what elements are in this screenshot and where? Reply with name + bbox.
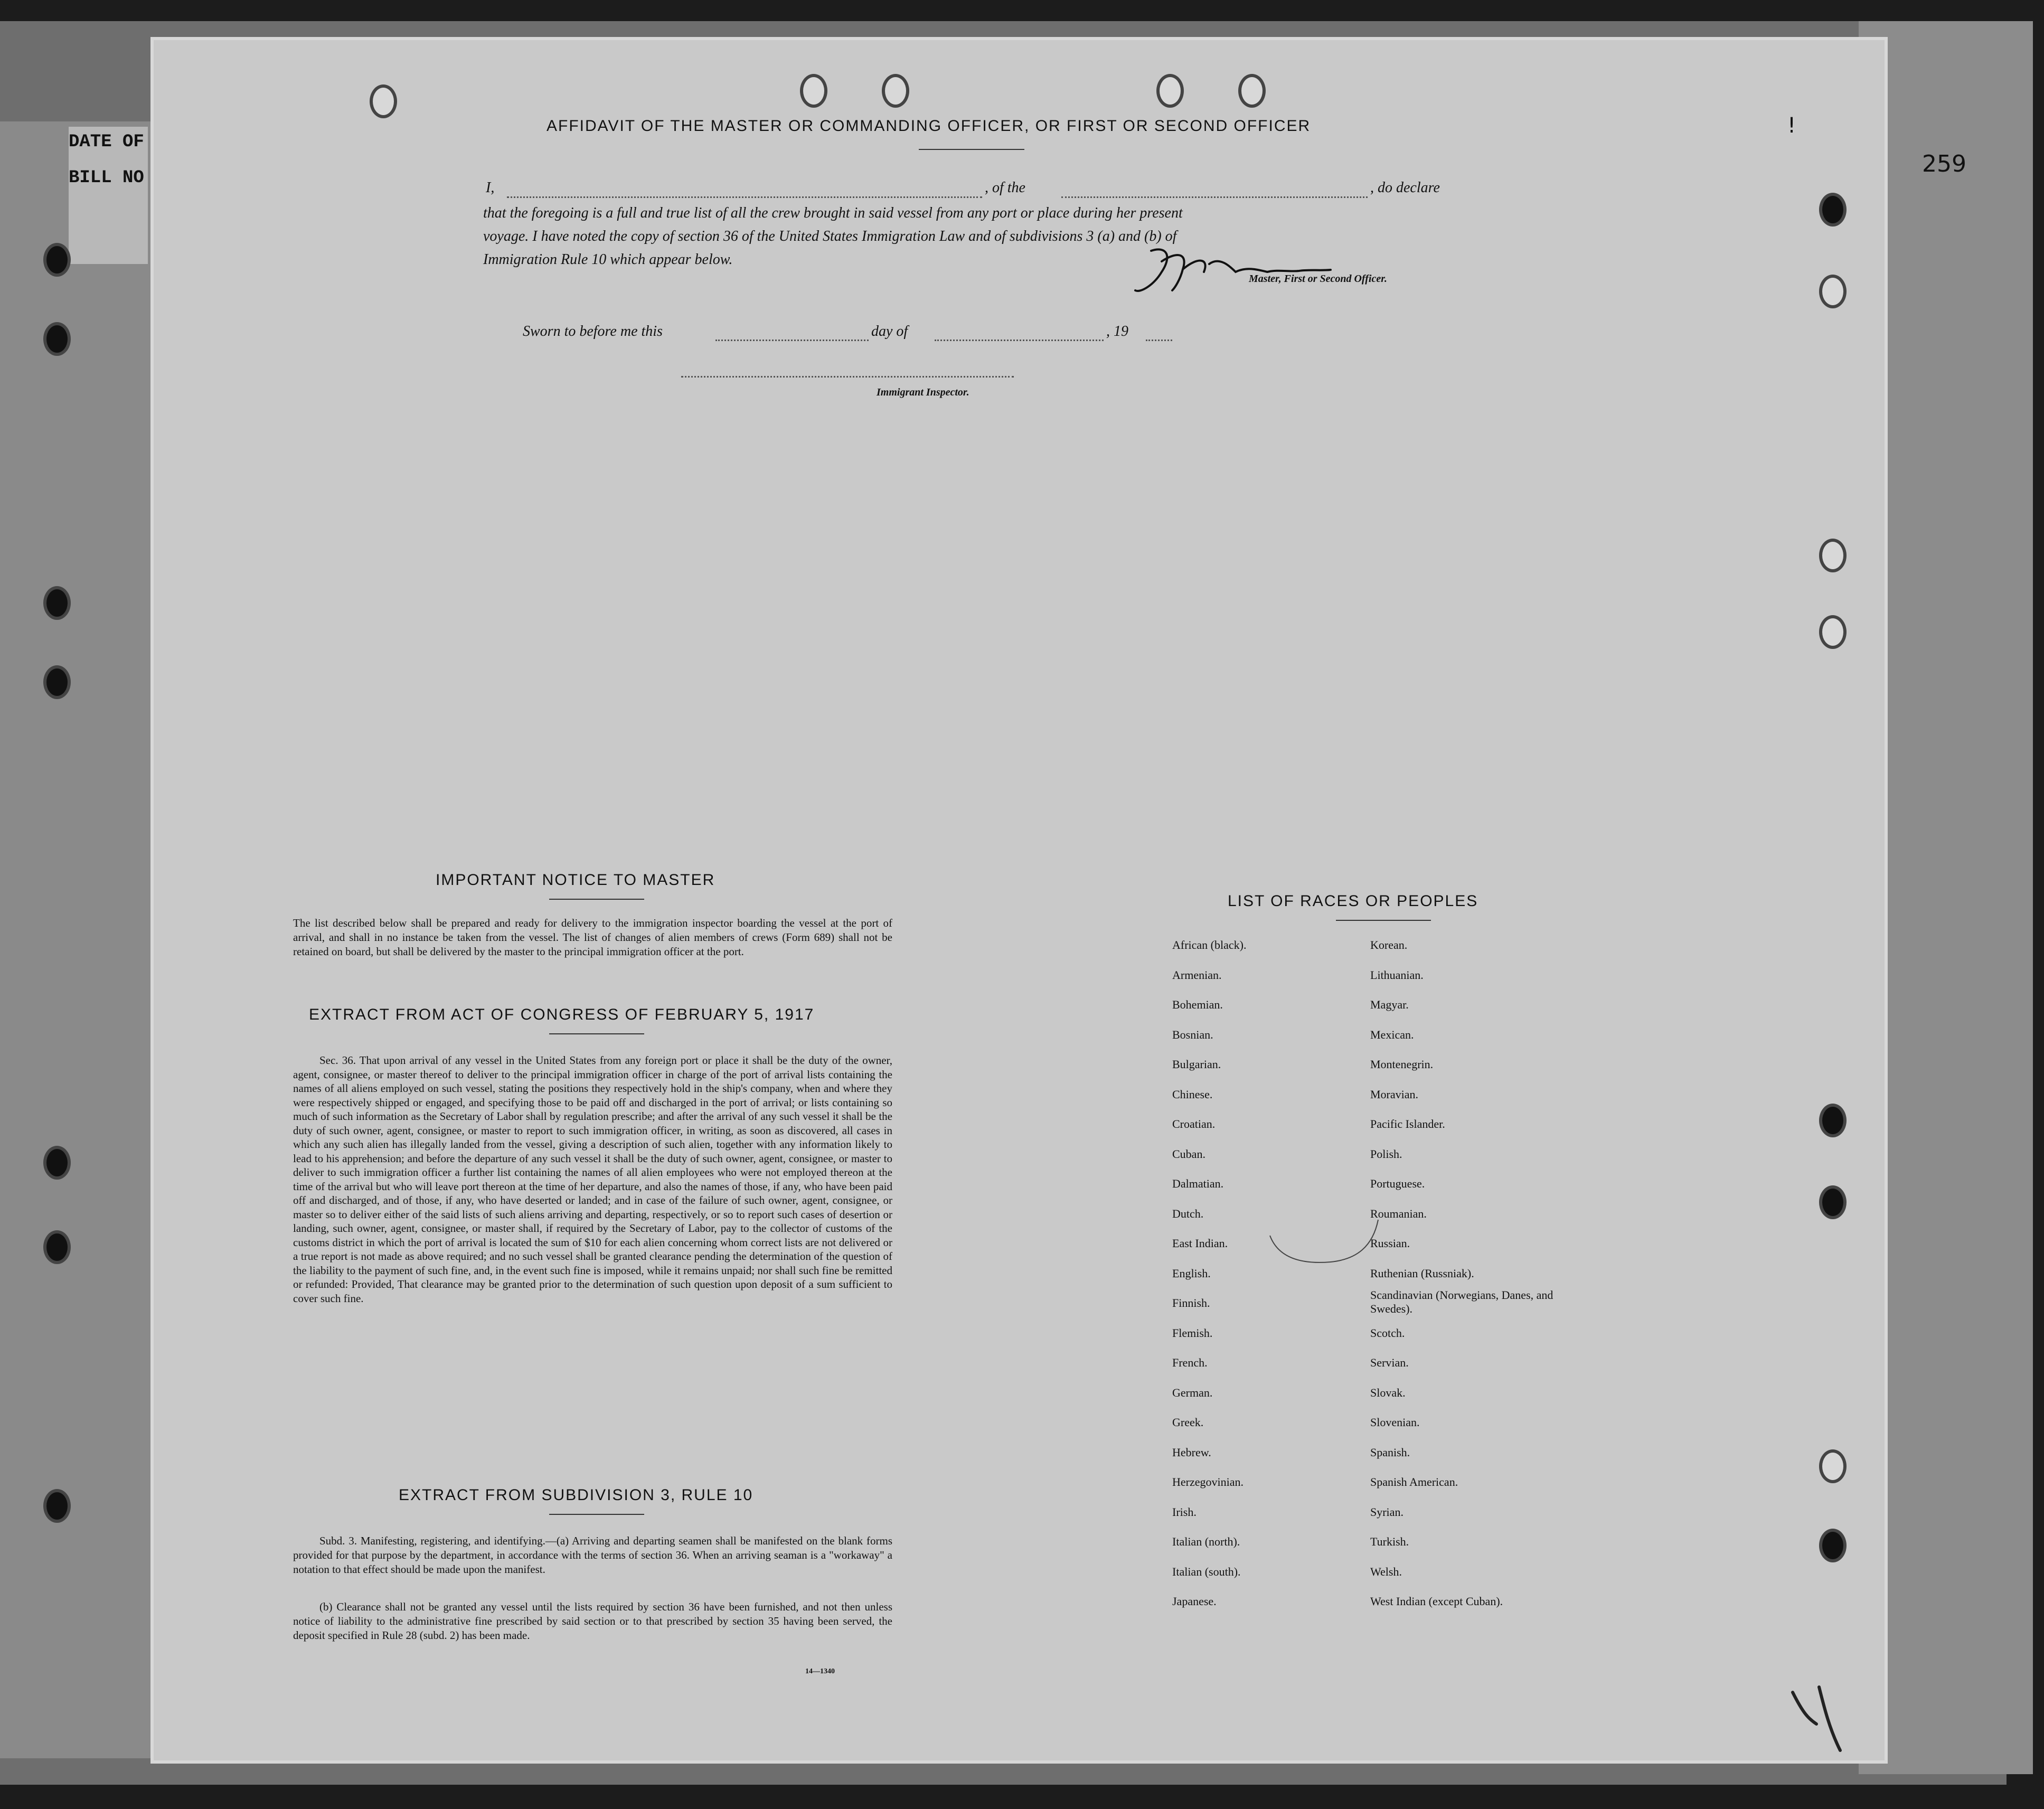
race-item: Spanish American. bbox=[1370, 1475, 1458, 1488]
binder-hole bbox=[43, 665, 71, 699]
title-underline bbox=[919, 149, 1024, 150]
race-item: Bosnian. bbox=[1172, 1028, 1213, 1041]
race-item: Slovak. bbox=[1370, 1386, 1406, 1399]
race-item: Welsh. bbox=[1370, 1565, 1402, 1578]
form-number: 14—1340 bbox=[805, 1667, 835, 1675]
manifest-page bbox=[150, 37, 1888, 1764]
races-right-column bbox=[1370, 930, 1560, 1617]
stub-line-1: DATE OF bbox=[69, 132, 144, 152]
punch-hole bbox=[1819, 193, 1847, 227]
race-item: Dalmatian. bbox=[1172, 1177, 1224, 1190]
affidavit-line-2: that the foregoing is a full and true list of all the crew brought in said vessel from any port or place during her present bbox=[483, 205, 1183, 221]
race-item: Magyar. bbox=[1370, 998, 1409, 1011]
race-item: Slovenian. bbox=[1370, 1416, 1420, 1429]
sworn-year-line bbox=[1146, 340, 1172, 341]
race-item: Portuguese. bbox=[1370, 1177, 1425, 1190]
inspector-caption: Immigrant Inspector. bbox=[877, 387, 969, 398]
notice-underline bbox=[549, 899, 644, 900]
race-item: Syrian. bbox=[1370, 1505, 1404, 1519]
check-mark-icon bbox=[1787, 1682, 1851, 1756]
race-item: Polish. bbox=[1370, 1147, 1402, 1161]
corner-mark: ! bbox=[1787, 114, 1796, 138]
race-item: Pacific Islander. bbox=[1370, 1117, 1445, 1130]
race-item: Italian (north). bbox=[1172, 1535, 1240, 1548]
year-label: , 19 bbox=[1106, 323, 1128, 340]
race-item: Dutch. bbox=[1172, 1207, 1204, 1220]
binder-hole bbox=[43, 586, 71, 620]
race-item: Montenegrin. bbox=[1370, 1058, 1434, 1071]
race-item: Herzegovinian. bbox=[1172, 1475, 1244, 1488]
extract-rule-title: EXTRACT FROM SUBDIVISION 3, RULE 10 bbox=[399, 1486, 753, 1504]
notice-text: The list described below shall be prepared and ready for delivery to the immigration inspector boarding the vessel at the port of arrival, and shall in no instance be taken from the vessel. The list of changes of alien members of crews (Form 689) shall not be retained on board, but shall be delivered by the master to the principal immigration officer at the port. bbox=[293, 917, 892, 958]
extract-rule-text-b: (b) Clearance shall not be granted any vessel until the lists required by section 36 have been furnished, and not then unless notice of liability to the administrative fine prescribed by said section or to that prescribed by section 35 having been served, the deposit specified in Rule 28 (subd. 2) has been made. bbox=[293, 1600, 892, 1642]
declarant-prefix: I, bbox=[486, 180, 495, 196]
race-item: Bulgarian. bbox=[1172, 1058, 1221, 1071]
affidavit-title: AFFIDAVIT OF THE MASTER OR COMMANDING OFFICER, OR FIRST OR SECOND OFFICER bbox=[547, 117, 1311, 135]
race-item: Japanese. bbox=[1172, 1595, 1217, 1608]
extract-act-title: EXTRACT FROM ACT OF CONGRESS OF FEBRUARY 5, 1917 bbox=[309, 1006, 815, 1023]
race-item: Servian. bbox=[1370, 1356, 1409, 1369]
master-signature bbox=[1130, 240, 1362, 304]
punch-hole bbox=[1819, 539, 1847, 572]
signature-caption: Master, First or Second Officer. bbox=[1249, 273, 1387, 285]
races-underline bbox=[1336, 920, 1431, 921]
extract-rule-underline bbox=[549, 1514, 644, 1515]
race-item: Spanish. bbox=[1370, 1445, 1410, 1459]
declarant-name-line bbox=[507, 196, 982, 198]
sworn-day-line bbox=[715, 340, 869, 341]
punch-hole bbox=[370, 84, 397, 118]
race-item: Croatian. bbox=[1172, 1117, 1216, 1130]
punch-hole bbox=[1819, 275, 1847, 308]
binder-hole bbox=[43, 1489, 71, 1523]
races-title: LIST OF RACES OR PEOPLES bbox=[1228, 892, 1478, 910]
affidavit-line-3: voyage. I have noted the copy of section 36 of the United States Immigration Law and of subdivisions 3 (a) and (b) of bbox=[483, 228, 1177, 244]
extract-act-text: Sec. 36. That upon arrival of any vessel in the United States from any foreign port or place it shall be the duty of the owner, agent, consignee, or master thereof to deliver to the principal immigration officer in charge of the port of arrival lists containing the names of all aliens employed on such vessel, stating the positions they respectively hold in the ship's company, when and where they were respectively shipped or engaged, and specifying those to be paid off and discharged in the port of arrival; or lists containing so much of such information as the Secretary of Labor shall by regulation prescribe; and after the arrival of any such vessel it shall be the duty of such owner, agent, consignee, or master to report to such immigration officer, in writing, as soon as discovered, all cases in which any such alien has illegally landed from the vessel, giving a description of such alien, together with any information likely to lead to his apprehension; and before the departure of any such vessel it shall be the duty of such owner, agent, consignee, or master to deliver to such immigration officer a further list containing the names of all alien employees who were not employed thereon at the time of the arrival but who will leave port thereon at the time of her departure, and also the names of those, if any, who have been paid off and discharged, and of those, if any, who have deserted or landed; and in case of the failure of such owner, agent, consignee, or master so to deliver either of the said lists of such aliens arriving and departing, respectively, or so to report such cases of desertion or landing, such owner, agent, consignee, or master shall, if required by the Secretary of Labor, pay to the collector of customs of the customs district in which the port of arrival is located the sum of $10 for each alien concerning whom correct lists are not delivered or a true report is not made as above required; and no such vessel shall be granted clearance pending the determination of the question of the liability to the payment of such fine, and, in the event such fine is imposed, while it remains unpaid; nor shall such fine be remitted or refunded: Provided, That clearance may be granted prior to the determination of such question upon deposit of a sum sufficient to cover such fine. bbox=[293, 1054, 892, 1305]
day-of-label: day of bbox=[871, 323, 908, 340]
binder-hole bbox=[43, 322, 71, 356]
declare-text: , do declare bbox=[1370, 180, 1440, 196]
page-number: 259 bbox=[1922, 150, 1966, 177]
race-item: Korean. bbox=[1370, 938, 1408, 951]
punch-hole bbox=[1819, 1104, 1847, 1137]
punch-hole bbox=[1819, 615, 1847, 649]
race-item: East Indian. bbox=[1172, 1237, 1228, 1250]
vessel-name-line bbox=[1061, 196, 1368, 198]
race-item: Flemish. bbox=[1172, 1326, 1213, 1340]
sworn-month-line bbox=[935, 340, 1104, 341]
punch-hole bbox=[882, 74, 909, 108]
race-item: German. bbox=[1172, 1386, 1213, 1399]
previous-page-stub bbox=[69, 127, 148, 264]
race-item: English. bbox=[1172, 1266, 1211, 1280]
race-item: Ruthenian (Russniak). bbox=[1370, 1266, 1474, 1280]
race-item: West Indian (except Cuban). bbox=[1370, 1595, 1503, 1608]
race-item: Lithuanian. bbox=[1370, 968, 1424, 982]
race-item: Cuban. bbox=[1172, 1147, 1205, 1161]
race-item: Mexican. bbox=[1370, 1028, 1414, 1041]
race-item: Armenian. bbox=[1172, 968, 1222, 982]
race-item: African (black). bbox=[1172, 938, 1247, 951]
race-item: Chinese. bbox=[1172, 1087, 1213, 1101]
extract-rule-text-a: Subd. 3. Manifesting, registering, and identifying.—(a) Arriving and departing seamen shall be manifested on the blank forms provided for that purpose by the department, in accordance with the terms of section 36. When an arriving seaman is a "workaway" a notation to that effect should be made upon the manifest. bbox=[293, 1534, 892, 1576]
race-item: Scandinavian (Norwegians, Danes, and Swedes). bbox=[1370, 1288, 1553, 1315]
binder-hole bbox=[43, 1146, 71, 1180]
binder-hole bbox=[43, 1230, 71, 1264]
punch-hole bbox=[800, 74, 827, 108]
race-item: Scotch. bbox=[1370, 1326, 1405, 1340]
punch-hole bbox=[1819, 1449, 1847, 1483]
races-left-column bbox=[1172, 930, 1246, 1617]
race-item: French. bbox=[1172, 1356, 1208, 1369]
race-item: Irish. bbox=[1172, 1505, 1197, 1519]
punch-hole bbox=[1819, 1185, 1847, 1219]
punch-hole bbox=[1156, 74, 1184, 108]
extract-act-underline bbox=[549, 1033, 644, 1034]
binder-hole bbox=[43, 243, 71, 277]
race-item: Hebrew. bbox=[1172, 1445, 1211, 1459]
punch-hole bbox=[1819, 1529, 1847, 1562]
race-item: Finnish. bbox=[1172, 1296, 1210, 1309]
left-binder-strip bbox=[0, 121, 150, 1758]
sworn-label: Sworn to before me this bbox=[523, 323, 663, 340]
race-item: Greek. bbox=[1172, 1416, 1204, 1429]
race-item: Bohemian. bbox=[1172, 998, 1223, 1011]
pencil-stray-mark bbox=[1267, 1214, 1394, 1278]
notice-title: IMPORTANT NOTICE TO MASTER bbox=[436, 871, 715, 889]
affidavit-line-4: Immigration Rule 10 which appear below. bbox=[483, 251, 733, 268]
inspector-signature-line bbox=[681, 376, 1014, 378]
punch-hole bbox=[1238, 74, 1266, 108]
race-item: Russian. bbox=[1370, 1237, 1410, 1250]
race-item: Roumanian. bbox=[1370, 1207, 1427, 1220]
stub-line-2: BILL NO bbox=[69, 168, 144, 188]
race-item: Moravian. bbox=[1370, 1087, 1419, 1101]
race-item: Turkish. bbox=[1370, 1535, 1409, 1548]
vessel-prefix: , of the bbox=[985, 180, 1025, 196]
race-item: Italian (south). bbox=[1172, 1565, 1241, 1578]
